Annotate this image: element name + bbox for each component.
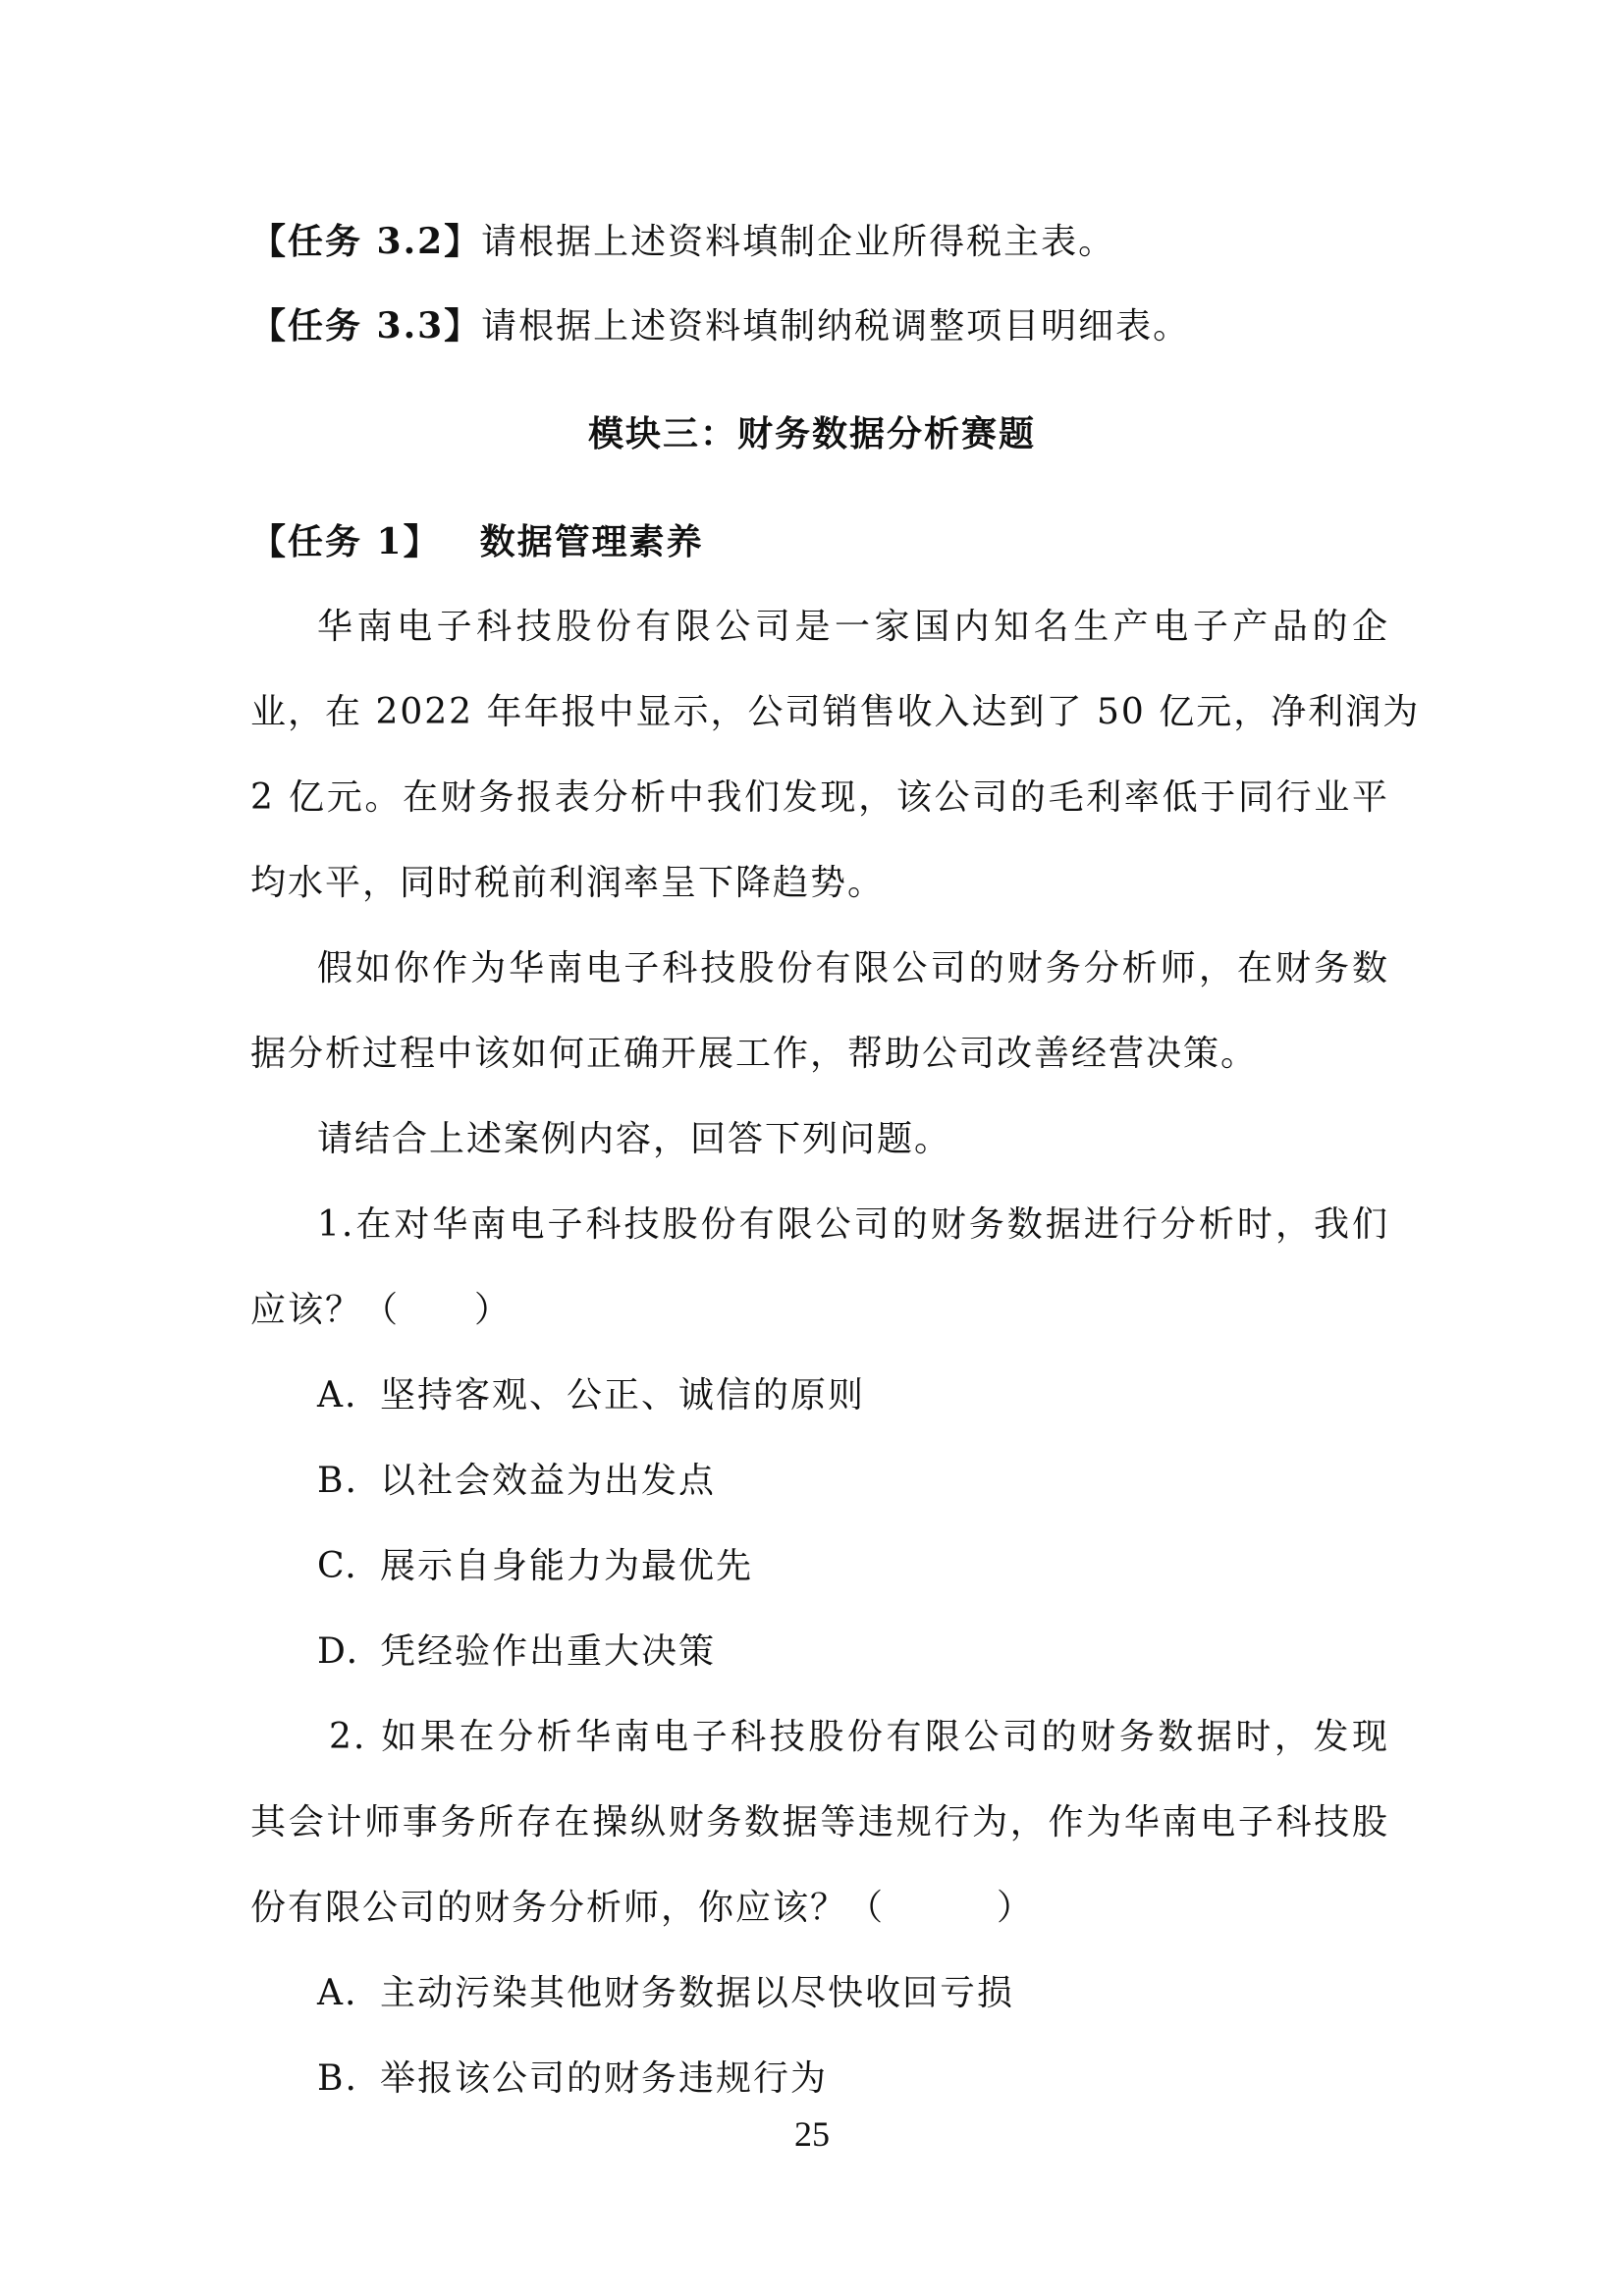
option-text: 主动污染其他财务数据以尽快收回亏损 <box>380 1973 1015 2013</box>
page-number: 25 <box>794 2114 830 2154</box>
option-text: 坚持客观、公正、诚信的原则 <box>380 1375 866 1415</box>
task-3-2-text: 请根据上述资料填制企业所得税主表。 <box>481 222 1116 262</box>
instruction-text: 请结合上述案例内容，回答下列问题。 <box>317 1119 952 1159</box>
task-3-2-line <box>250 220 1389 264</box>
case-paragraph-1-line-3: 2 亿元。在财务报表分析中我们发现，该公司的毛利率低于同行业平 <box>250 777 1389 818</box>
question-1-option-a <box>317 1374 1456 1417</box>
option-letter: A. <box>317 1973 358 2013</box>
question-2-option-a <box>317 1972 1456 2015</box>
task-1-heading <box>250 520 1389 563</box>
case-paragraph-1-line-4: 均水平，同时税前利润率呈下降趋势。 <box>250 863 886 903</box>
question-1-option-d <box>317 1630 1456 1674</box>
task-3-3-tag: 【任务 3.3】 <box>250 305 482 347</box>
question-2-line-3: 份有限公司的财务分析师，你应该？（ ） <box>250 1888 1035 1928</box>
option-letter: B. <box>317 2058 358 2099</box>
option-text: 凭经验作出重大决策 <box>380 1631 717 1672</box>
case-paragraph-1-line-2: 业，在 2022 年年报中显示，公司销售收入达到了 50 亿元，净利润为 <box>250 692 1421 732</box>
task-3-3-text: 请根据上述资料填制纳税调整项目明细表。 <box>481 306 1191 347</box>
question-2-line-2: 其会计师事务所存在操纵财务数据等违规行为，作为华南电子科技股 <box>250 1802 1389 1842</box>
question-1-option-c <box>317 1545 1456 1588</box>
question-2-line-1: 2. 如果在分析华南电子科技股份有限公司的财务数据时，发现 <box>329 1717 1389 1757</box>
case-paragraph-2-line-1: 假如你作为华南电子科技股份有限公司的财务分析师，在财务数 <box>317 948 1389 988</box>
question-1-line-1: 1.在对华南电子科技股份有限公司的财务数据进行分析时，我们 <box>317 1204 1389 1245</box>
task-1-tag: 【任务 1】 <box>250 521 441 562</box>
option-letter: B. <box>317 1461 358 1501</box>
option-letter: A. <box>317 1375 358 1415</box>
question-1-option-b <box>317 1460 1456 1503</box>
task-3-2-tag: 【任务 3.2】 <box>250 221 482 262</box>
option-letter: C. <box>317 1546 358 1586</box>
case-paragraph-1-line-1: 华南电子科技股份有限公司是一家国内知名生产电子产品的企 <box>317 607 1389 647</box>
question-2-option-b <box>317 2057 1456 2101</box>
option-text: 举报该公司的财务违规行为 <box>380 2058 829 2099</box>
case-paragraph-2-line-2: 据分析过程中该如何正确开展工作，帮助公司改善经营决策。 <box>250 1034 1259 1074</box>
question-1-line-2: 应该？（ ） <box>250 1290 513 1330</box>
option-letter: D. <box>317 1631 360 1672</box>
option-text: 展示自身能力为最优先 <box>380 1546 754 1586</box>
task-3-3-line <box>250 304 1389 348</box>
task-1-title: 数据管理素养 <box>479 521 704 562</box>
module-heading: 模块三：财务数据分析赛题 <box>587 413 1036 454</box>
option-text: 以社会效益为出发点 <box>380 1461 717 1501</box>
